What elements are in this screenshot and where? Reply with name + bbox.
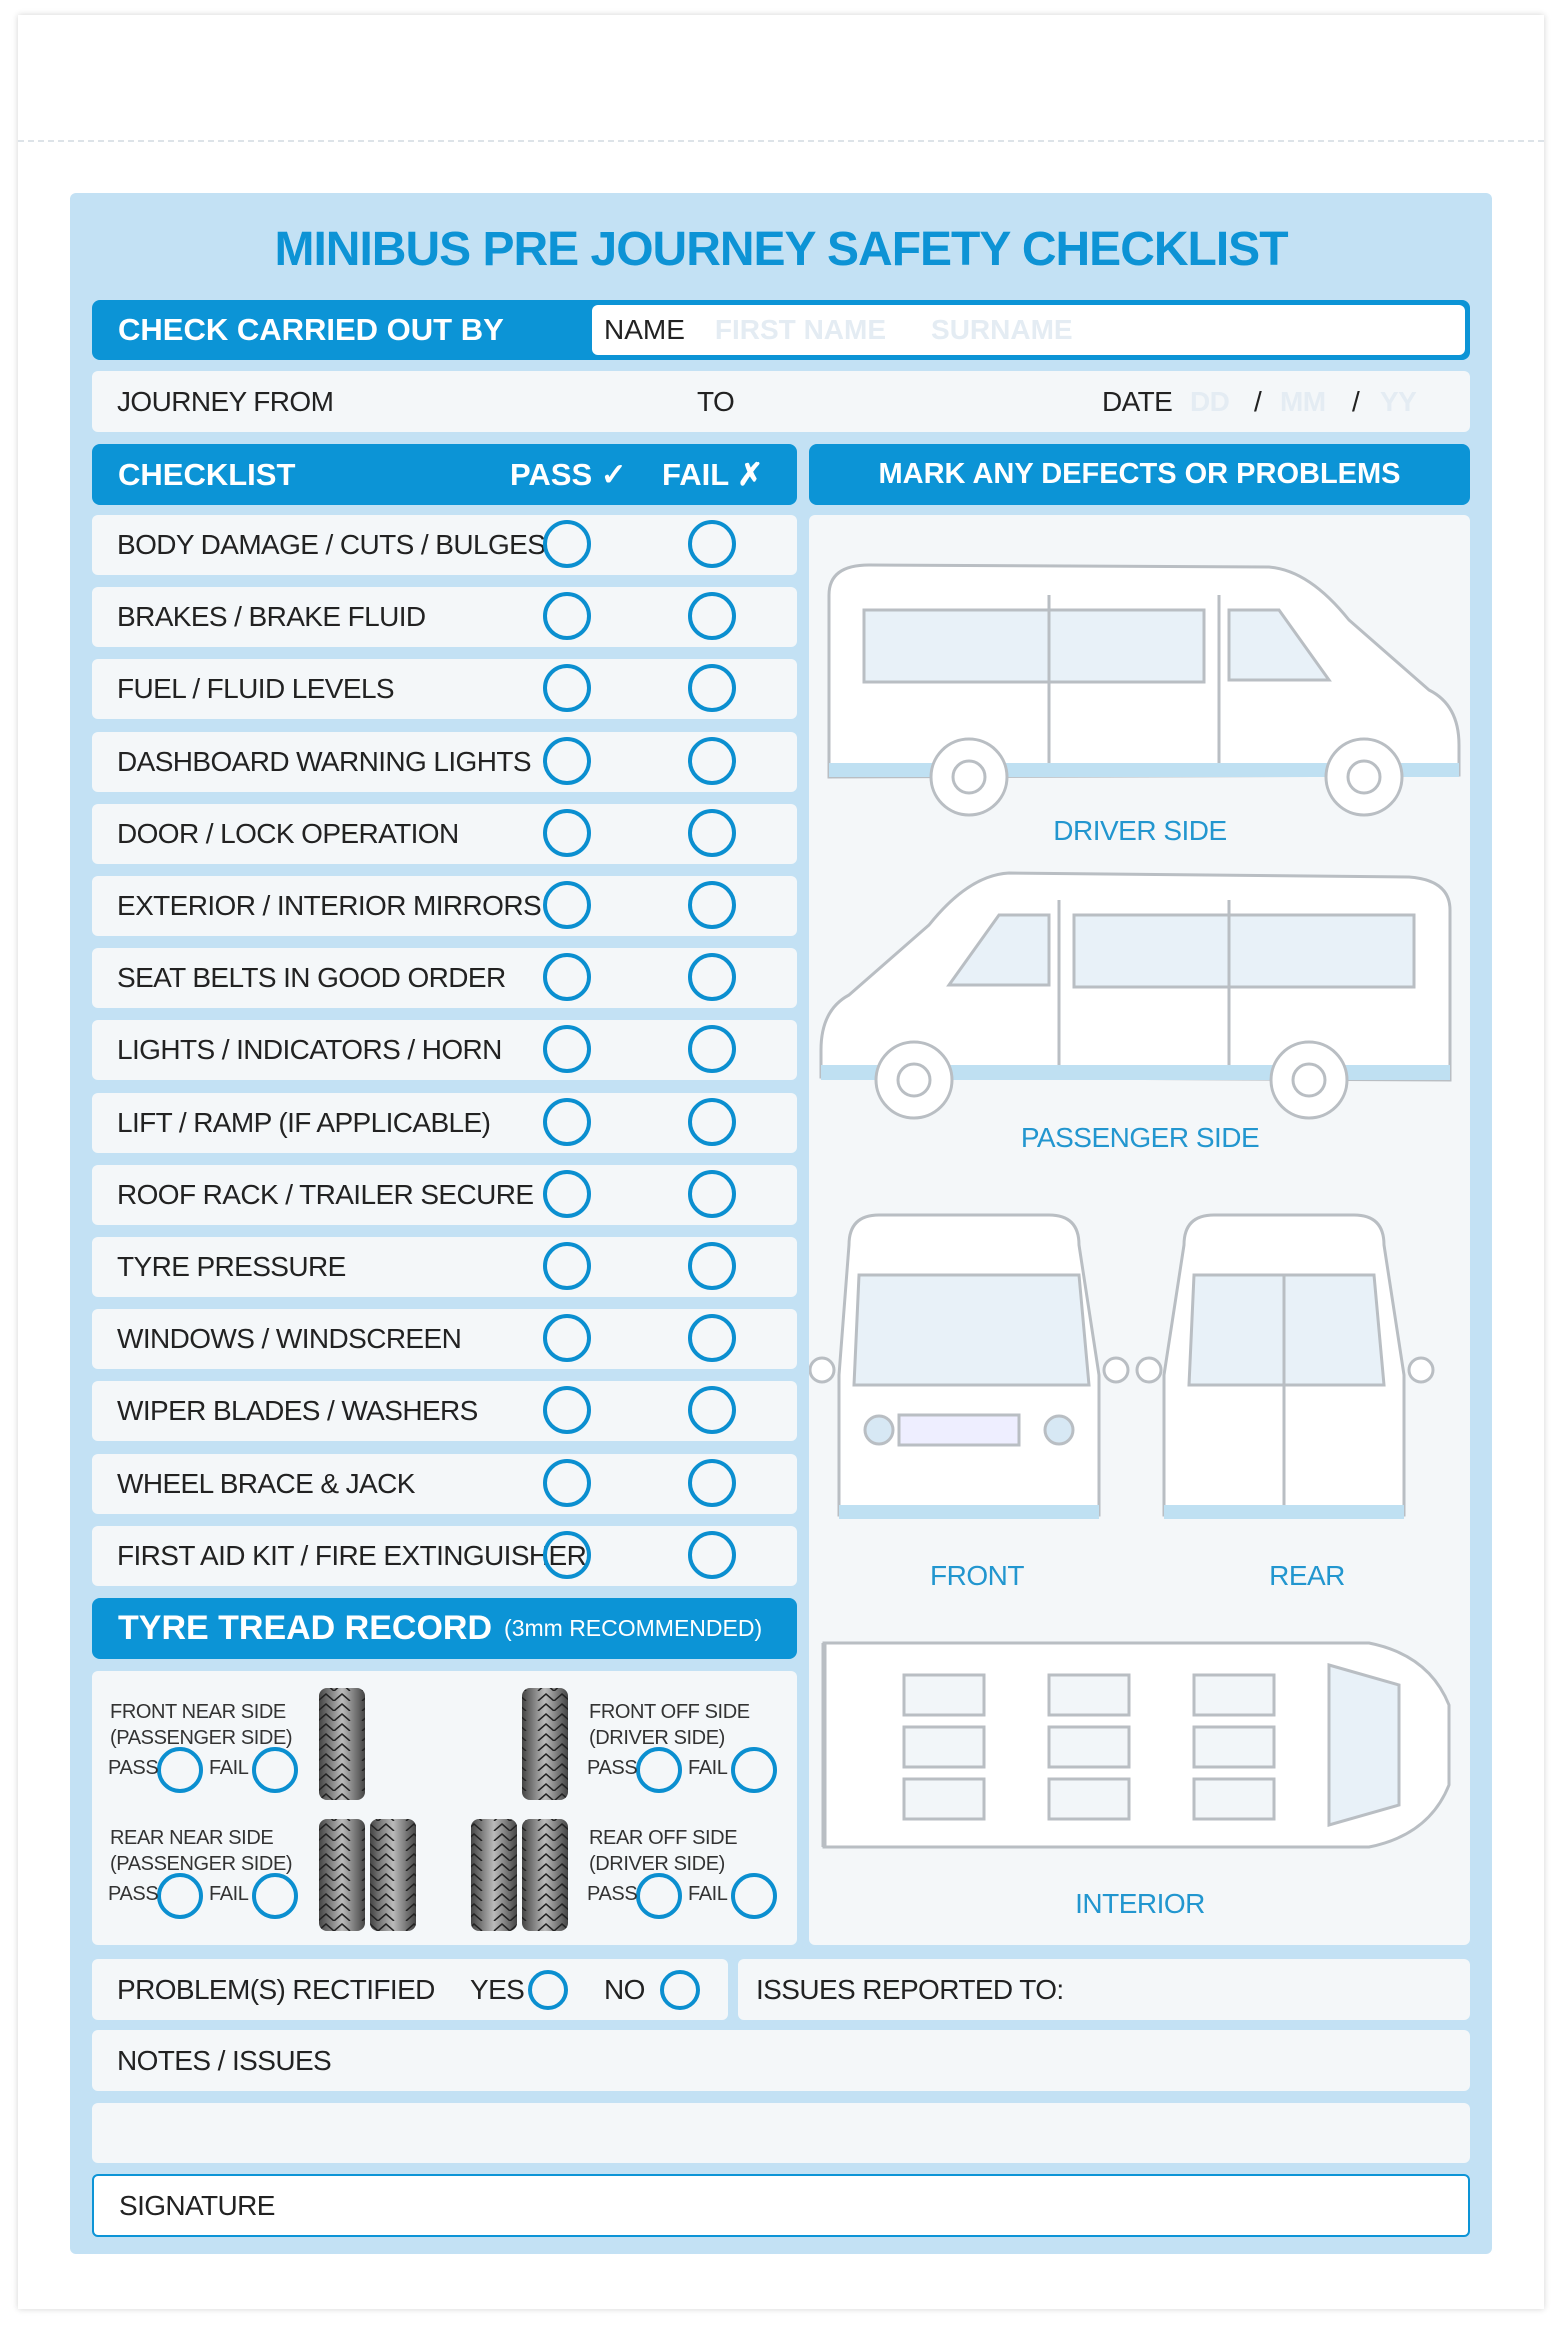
date-label: DATE [1102,385,1173,417]
checklist-item-label: FIRST AID KIT / FIRE EXTINGUISHER [117,1539,587,1571]
checklist-item-label: FUEL / FLUID LEVELS [117,673,394,705]
no-radio[interactable] [660,1970,700,2010]
tyre-fail-radio[interactable] [731,1747,777,1793]
checklist-row [92,1237,797,1297]
passenger-side-van [821,873,1450,1118]
driver-side-van [829,565,1459,815]
pass-radio[interactable] [543,1459,591,1507]
tyre-fail-radio[interactable] [252,1873,298,1919]
tyre-note: (3mm RECOMMENDED) [504,1615,763,1641]
tyre-icon [319,1688,365,1800]
checklist-row [92,1381,797,1441]
tyre-pass-label: PASS [587,1883,638,1905]
date-sep: / [1352,385,1360,417]
checklist-row [92,515,797,575]
checklist-row [92,1093,797,1153]
passenger-side-label: PASSENGER SIDE [1020,1122,1260,1153]
checklist-row [92,1526,797,1586]
checklist-item-label: LIGHTS / INDICATORS / HORN [117,1034,502,1066]
fail-radio[interactable] [688,520,736,568]
checklist-item-label: WINDOWS / WINDSCREEN [117,1323,462,1355]
tyre-fail-radio[interactable] [252,1747,298,1793]
pass-radio[interactable] [543,737,591,785]
tyre-icon [522,1819,568,1931]
checklist-row [92,876,797,936]
pass-radio[interactable] [543,1025,591,1073]
yes-radio[interactable] [528,1970,568,2010]
checklist-row [92,948,797,1008]
journey-from-label: JOURNEY FROM [117,385,334,417]
tyre-label-sub: (DRIVER SIDE) [589,1853,725,1875]
defects-header: MARK ANY DEFECTS OR PROBLEMS [809,444,1470,505]
checklist-row [92,659,797,719]
signature-label: SIGNATURE [119,2189,275,2221]
pass-radio[interactable] [543,1386,591,1434]
fail-radio[interactable] [688,592,736,640]
front-label: FRONT [930,1560,1024,1591]
checklist-item-label: BRAKES / BRAKE FLUID [117,601,426,633]
tyre-pass-radio[interactable] [636,1873,682,1919]
fail-radio[interactable] [688,1098,736,1146]
checklist-row [92,732,797,792]
tyre-label: FRONT NEAR SIDE [110,1701,286,1723]
checklist-item-label: DOOR / LOCK OPERATION [117,817,459,849]
checker-label: CHECK CARRIED OUT BY [118,312,504,347]
fail-radio[interactable] [688,1170,736,1218]
tyre-pass-label: PASS [108,1757,159,1779]
checklist-row [92,587,797,647]
tyre-label-sub: (PASSENGER SIDE) [110,1853,293,1875]
pass-radio[interactable] [543,1098,591,1146]
tyre-label: REAR NEAR SIDE [110,1827,274,1849]
checklist-item-label: TYRE PRESSURE [117,1251,346,1282]
tyre-header-label: TYRE TREAD RECORD [118,1609,493,1647]
pass-radio[interactable] [543,520,591,568]
pass-radio[interactable] [543,1170,591,1218]
tyre-label-sub: (DRIVER SIDE) [589,1727,725,1749]
tyre-fail-label: FAIL [688,1757,728,1779]
tyre-header [92,1598,797,1659]
fail-radio[interactable] [688,809,736,857]
checklist-item-label: EXTERIOR / INTERIOR MIRRORS [117,890,542,921]
checklist-row [92,1454,797,1514]
checklist-item-label: ROOF RACK / TRAILER SECURE [117,1178,534,1210]
fail-radio[interactable] [688,881,736,929]
yes-label: YES [470,1973,525,2005]
fail-radio[interactable] [688,1242,736,1290]
checklist-item-label: BODY DAMAGE / CUTS / BULGES [117,529,546,560]
checklist-item-label: LIFT / RAMP (IF APPLICABLE) [117,1106,491,1138]
date-yy: YY [1380,385,1417,417]
pass-radio[interactable] [543,592,591,640]
rectified-label: PROBLEM(S) RECTIFIED [117,1973,435,2005]
pass-radio[interactable] [543,1242,591,1290]
tyre-label: FRONT OFF SIDE [589,1701,750,1723]
checklist-item-label: SEAT BELTS IN GOOD ORDER [117,962,506,994]
driver-side-label: DRIVER SIDE [1053,815,1227,846]
tyre-fail-label: FAIL [688,1883,728,1905]
pass-radio[interactable] [543,881,591,929]
tear-line [18,140,1544,142]
tyre-pass-radio[interactable] [157,1747,203,1793]
date-mm: MM [1280,385,1326,417]
tyre-icon [319,1819,365,1931]
fail-radio[interactable] [688,664,736,712]
rectified-row [92,1959,728,2020]
checklist-header [92,444,797,505]
tyre-pass-label: PASS [108,1883,159,1905]
checklist-header-label: CHECKLIST [118,456,296,492]
pass-radio[interactable] [543,809,591,857]
front-van [810,1215,1128,1519]
notes-field[interactable] [92,2030,1470,2091]
issues-reported-field[interactable] [738,1959,1470,2020]
tyre-icon [471,1819,517,1931]
pass-radio[interactable] [543,1314,591,1362]
checklist-row [92,1020,797,1080]
name-label: NAME [604,314,685,345]
name-field[interactable] [592,305,1465,355]
journey-to-label: TO [697,385,735,417]
vehicle-diagrams [809,515,1470,1945]
tyre-pass-radio[interactable] [157,1873,203,1919]
pass-header: PASS ✓ [510,456,627,492]
rear-van [1137,1215,1433,1519]
checklist-item-label: WHEEL BRACE & JACK [117,1467,415,1499]
fail-radio[interactable] [688,737,736,785]
tyre-pass-label: PASS [587,1757,638,1779]
pass-radio[interactable] [543,953,591,1001]
page-title: MINIBUS PRE JOURNEY SAFETY CHECKLIST [274,223,1288,276]
tyre-fail-label: FAIL [209,1883,249,1905]
first-name-placeholder: FIRST NAME [714,314,887,345]
tyre-fail-label: FAIL [209,1757,249,1779]
fail-radio[interactable] [688,953,736,1001]
checklist-row [92,1309,797,1369]
issues-reported-label: ISSUES REPORTED TO: [756,1973,1064,2005]
fail-radio[interactable] [688,1459,736,1507]
rear-label: REAR [1269,1560,1345,1591]
checklist-item-label: DASHBOARD WARNING LIGHTS [117,745,531,777]
fail-radio[interactable] [688,1314,736,1362]
checklist-row [92,1165,797,1225]
tyre-fail-radio[interactable] [731,1873,777,1919]
signature-field[interactable] [92,2174,1470,2237]
tyre-label: REAR OFF SIDE [589,1827,738,1849]
tyre-panel [92,1671,797,1945]
pass-radio[interactable] [543,1531,591,1579]
checker-bar [92,300,1470,360]
tyre-icon [522,1688,568,1800]
no-label: NO [604,1973,645,2005]
interior-label: INTERIOR [1075,1888,1205,1919]
tyre-icon [370,1819,416,1931]
notes-line[interactable] [92,2103,1470,2163]
fail-radio[interactable] [688,1386,736,1434]
surname-placeholder: SURNAME [931,314,1073,345]
date-sep: / [1254,385,1262,417]
fail-header: FAIL ✗ [662,456,764,492]
date-dd: DD [1190,385,1230,417]
fail-radio[interactable] [688,1025,736,1073]
interior-van [824,1643,1449,1847]
checklist-item-label: WIPER BLADES / WASHERS [117,1395,478,1427]
fail-radio[interactable] [688,1531,736,1579]
tyre-label-sub: (PASSENGER SIDE) [110,1727,293,1749]
notes-label: NOTES / ISSUES [117,2044,332,2076]
journey-row[interactable] [92,371,1470,432]
defects-panel[interactable] [809,515,1470,1945]
checklist-row [92,804,797,864]
pass-radio[interactable] [543,664,591,712]
tyre-pass-radio[interactable] [636,1747,682,1793]
